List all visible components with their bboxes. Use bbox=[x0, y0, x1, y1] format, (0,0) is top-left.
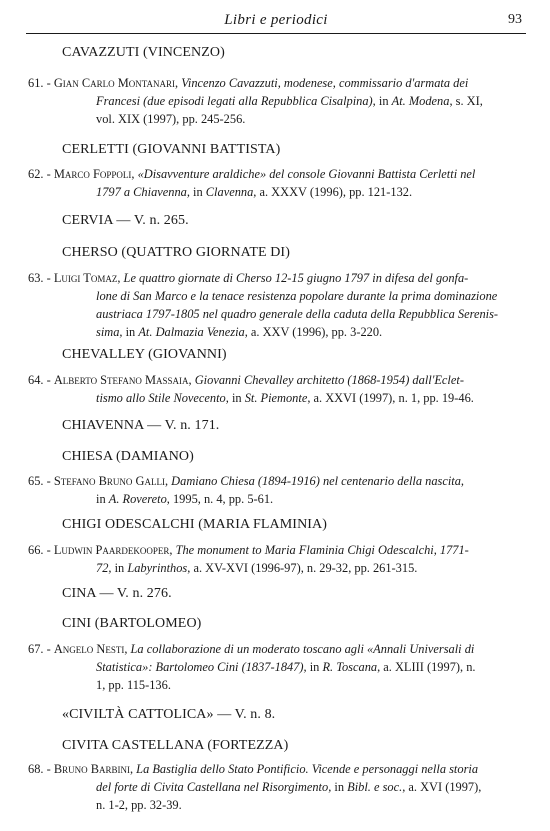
entry-author: Angelo Nesti, bbox=[53, 642, 128, 656]
heading-civilta-cattolica: «CIVILTÀ CATTOLICA» — V. n. 8. bbox=[62, 707, 276, 722]
heading-cavazzuti: CAVAZZUTI (VINCENZO) bbox=[62, 45, 225, 60]
heading-cherso: CHERSO (QUATTRO GIORNATE DI) bbox=[62, 245, 290, 260]
entry-title: Damiano Chiesa (1894-1916) nel centenario della nascita, bbox=[171, 474, 465, 488]
entry-author: Ludwin Paardekooper, bbox=[53, 543, 173, 557]
entry-number: 66. - bbox=[28, 543, 51, 557]
page-number: 93 bbox=[508, 12, 522, 27]
entry-title: «Disavventure araldiche» del console Giovanni Battista Cerletti nel bbox=[137, 167, 476, 181]
heading-chiesa: CHIESA (DAMIANO) bbox=[62, 449, 194, 464]
running-header bbox=[26, 9, 526, 34]
entry-66: 66. - Ludwin Paardekooper, The monument to Maria Flaminia Chigi Odescalchi, 1771- 72, in Labyrinthos, a. XV-XVI (1996-97), n. 29-32, pp. 261-315. bbox=[28, 543, 469, 575]
entry-title: The monument to Maria Flaminia Chigi Odescalchi, 1771- bbox=[175, 543, 469, 557]
entry-63: 63. - Luigi Tomaz, Le quattro giornate di Cherso 12-15 giugno 1797 in difesa del gonfa- lone di San Marco e la tenace resistenza popolare durante la prima dominazione austriaca 1797-1805 nel quadro generale della caduta della Repubblica Serenis- sima, in At. Dalmazia Venezia, a. XXV (1996), pp. 3-220. bbox=[28, 271, 499, 339]
heading-cerletti: CERLETTI (GIOVANNI BATTISTA) bbox=[62, 142, 281, 157]
entry-number: 64. - bbox=[28, 373, 51, 387]
entry-author: Marco Foppoli, bbox=[53, 167, 135, 181]
entry-number: 68. - bbox=[28, 762, 51, 776]
entry-number: 62. - bbox=[28, 167, 51, 181]
entry-title: Giovanni Chevalley architetto (1868-1954) dall'Eclet- bbox=[194, 373, 464, 387]
entry-number: 67. - bbox=[28, 642, 51, 656]
heading-cina: CINA — V. n. 276. bbox=[62, 586, 172, 601]
entry-author: Bruno Barbini, bbox=[53, 762, 134, 776]
entry-author: Gian Carlo Montanari, bbox=[53, 76, 179, 90]
entry-68: 68. - Bruno Barbini, La Bastiglia dello Stato Pontificio. Vicende e personaggi nella storia del forte di Civita Castellana nel Risorgimento, in Bibl. e soc., a. XVI (1997), n. 1-2, pp. 32-39. bbox=[28, 762, 482, 812]
entry-64: 64. - Alberto Stefano Massaia, Giovanni Chevalley architetto (1868-1954) dall'Eclet- tismo allo Stile Novecento, in St. Piemonte, a. XXVI (1997), n. 1, pp. 19-46. bbox=[28, 373, 474, 405]
entry-67: 67. - Angelo Nesti, La collaborazione di un moderato toscano agli «Annali Universali di Statistica»: Bartolomeo Cini (1837-1847), in R. Toscana, a. XLIII (1997), n. 1, pp. 115-136. bbox=[28, 642, 476, 692]
entry-title: La Bastiglia dello Stato Pontificio. Vicende e personaggi nella storia bbox=[136, 762, 479, 776]
heading-civita-castellana: CIVITA CASTELLANA (FORTEZZA) bbox=[62, 738, 289, 753]
entry-number: 65. - bbox=[28, 474, 51, 488]
running-title: Libri e periodici bbox=[224, 12, 328, 28]
entry-number: 61. - bbox=[28, 76, 51, 90]
entry-65: 65. - Stefano Bruno Galli, Damiano Chiesa (1894-1916) nel centenario della nascita, in A. Rovereto, 1995, n. 4, pp. 5-61. bbox=[28, 474, 465, 506]
heading-cini: CINI (BARTOLOMEO) bbox=[62, 616, 202, 631]
heading-chiavenna: CHIAVENNA — V. n. 171. bbox=[62, 418, 220, 433]
entry-author: Luigi Tomaz, bbox=[53, 271, 121, 285]
entry-title: Le quattro giornate di Cherso 12-15 giugno 1797 in difesa del gonfa- bbox=[123, 271, 469, 285]
entry-author: Stefano Bruno Galli, bbox=[53, 474, 169, 488]
heading-cervia: CERVIA — V. n. 265. bbox=[62, 213, 189, 228]
entry-author: Alberto Stefano Massaia, bbox=[53, 373, 192, 387]
entry-61: 61. - Gian Carlo Montanari, Vincenzo Cavazzuti, modenese, commissario d'armata dei Francesi (due episodi legati alla Repubblica Cisalpina), in At. Modena, s. XI, vol. XIX (1997), pp. 245-256. bbox=[28, 76, 483, 126]
entry-62: 62. - Marco Foppoli, «Disavventure araldiche» del console Giovanni Battista Cerletti nel 1797 a Chiavenna, in Clavenna, a. XXXV (1996), pp. 121-132. bbox=[28, 167, 476, 199]
entry-title: Vincenzo Cavazzuti, modenese, commissario d'armata dei bbox=[181, 76, 469, 90]
heading-chevalley: CHEVALLEY (GIOVANNI) bbox=[62, 347, 227, 362]
entry-number: 63. - bbox=[28, 271, 51, 285]
heading-chigi: CHIGI ODESCALCHI (MARIA FLAMINIA) bbox=[62, 517, 328, 532]
entry-title: La collaborazione di un moderato toscano agli «Annali Universali di bbox=[130, 642, 475, 656]
